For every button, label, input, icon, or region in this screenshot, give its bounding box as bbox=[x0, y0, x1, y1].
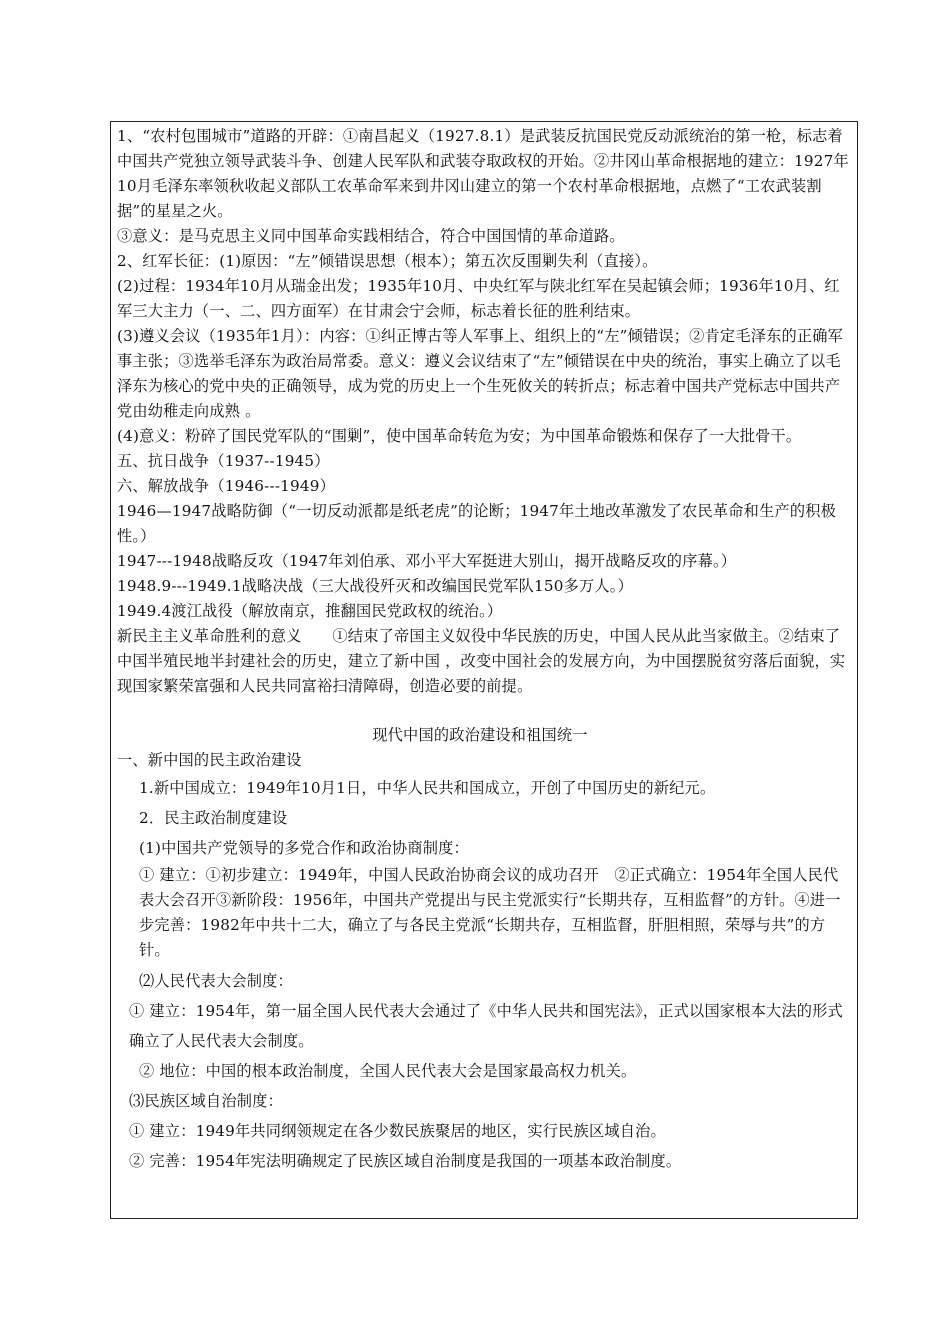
paragraph-strategic-defense: 1946—1947战略防御（“一切反动派都是纸老虎”的论断；1947年土地改革激发了农民革命和生产的积极性。） bbox=[117, 502, 837, 545]
paragraph-strategic-offensive: 1947---1948战略反攻（1947年刘伯承、邓小平大军挺进大别山，揭开战略反攻的序幕。） bbox=[117, 552, 737, 570]
paragraph-peoples-congress-establishment: ① 建立：1954年，第一届全国人民代表大会通过了《中华人民共和国宪法》，正式以国家根本大法的形式确立了人民代表大会制度。 bbox=[129, 1002, 843, 1050]
paragraph-zunyi-meeting: (3)遵义会议（1935年1月）：内容：①纠正博古等人军事上、组织上的“左”倾错误；②肯定毛泽东的正确军事主张；③选举毛泽东为政治局常委。意义：遵义会议结束了“左”倾错误在中央的统治，事实上确立了以毛泽东为核心的党中央的正确领导，成为党的历史上一个生死攸关的转折点；标志着中国共产党标志中国共产党由幼稚走向成熟 。 bbox=[117, 327, 844, 420]
paragraph-long-march-process: (2)过程：1934年10月从瑞金出发；1935年10月、中央红军与陕北红军在吴起镇会师；1936年10月、红军三大主力（一、二、四方面军）在甘肃会宁会师，标志着长征的胜利结束。 bbox=[117, 277, 840, 320]
paragraph-multiparty-establishment: ① 建立：①初步建立：1949年，中国人民政治协商会议的成功召开 ②正式确立：1954年全国人民代表大会召开③新阶段：1956年，中国共产党提出与民主党派实行“长期共存，互相监督”的方针。④进一步完善：1982年中共十二大，确立了与各民主党派“长期共存，互相监督，肝胆相照，荣辱与共”的方针。 bbox=[139, 866, 841, 959]
heading-anti-japanese-war: 五、抗日战争（1937--1945） bbox=[117, 452, 330, 470]
paragraph-long-march-significance: (4)意义：粉碎了国民党军队的“围剿”，使中国革命转危为安；为中国革命锻炼和保存了一大批骨干。 bbox=[117, 427, 802, 445]
heading-multiparty-cooperation: (1)中国共产党领导的多党合作和政治协商制度： bbox=[139, 839, 469, 857]
heading-ethnic-autonomy: ⑶民族区域自治制度： bbox=[129, 1092, 283, 1110]
heading-peoples-congress: ⑵人民代表大会制度： bbox=[139, 972, 293, 990]
paragraph-decisive-battle: 1948.9---1949.1战略决战（三大战役歼灭和改编国民党军队150多万人。） bbox=[117, 577, 633, 595]
paragraph-founding-prc: 1.新中国成立：1949年10月1日，中华人民共和国成立，开创了中国历史的新纪元。 bbox=[139, 779, 716, 797]
paragraph-revolution-victory-significance: 新民主主义革命胜利的意义 ①结束了帝国主义奴役中华民族的历史，中国人民从此当家做主。②结束了中国半殖民地半封建社会的历史，建立了新中国 ，改变中国社会的发展方向，为中国摆脱贫穷落后面貌，实现国家繁荣富强和人民共同富裕扫清障碍，创造必要的前提。 bbox=[117, 627, 846, 695]
paragraph-ethnic-autonomy-improvement: ② 完善：1954年宪法明确规定了民族区域自治制度是我国的一项基本政治制度。 bbox=[129, 1152, 682, 1170]
section-title: 现代中国的政治建设和祖国统一 bbox=[372, 726, 588, 744]
paragraph-river-crossing: 1949.4渡江战役（解放南京，推翻国民党政权的统治。） bbox=[117, 602, 503, 620]
paragraph-rural-encirclement: 1、“农村包围城市”道路的开辟：①南昌起义（1927.8.1）是武装反抗国民党反动派统治的第一枪，标志着中国共产党独立领导武装斗争、创建人民军队和武装夺取政权的开始。②井冈山革命根据地的建立：1927年10月毛泽东率领秋收起义部队工农革命军来到井冈山建立的第一个农村革命根据地，点燃了“工农武装割据”的星星之火。 bbox=[117, 127, 849, 220]
document-content bbox=[117, 124, 853, 1176]
heading-political-system: 2．民主政治制度建设 bbox=[139, 809, 288, 827]
paragraph-peoples-congress-status: ② 地位：中国的根本政治制度，全国人民代表大会是国家最高权力机关。 bbox=[139, 1062, 637, 1080]
section-heading-democratic-politics: 一、新中国的民主政治建设 bbox=[117, 751, 302, 769]
paragraph-significance: ③意义：是马克思主义同中国革命实践相结合，符合中国国情的革命道路。 bbox=[117, 227, 625, 245]
paragraph-long-march-cause: 2、红军长征：(1)原因：“左”倾错误思想（根本）；第五次反围剿失利（直接）。 bbox=[117, 252, 658, 270]
heading-liberation-war: 六、解放战争（1946---1949） bbox=[117, 477, 335, 495]
paragraph-ethnic-autonomy-establishment: ① 建立：1949年共同纲领规定在各少数民族聚居的地区，实行民族区域自治。 bbox=[129, 1122, 666, 1140]
